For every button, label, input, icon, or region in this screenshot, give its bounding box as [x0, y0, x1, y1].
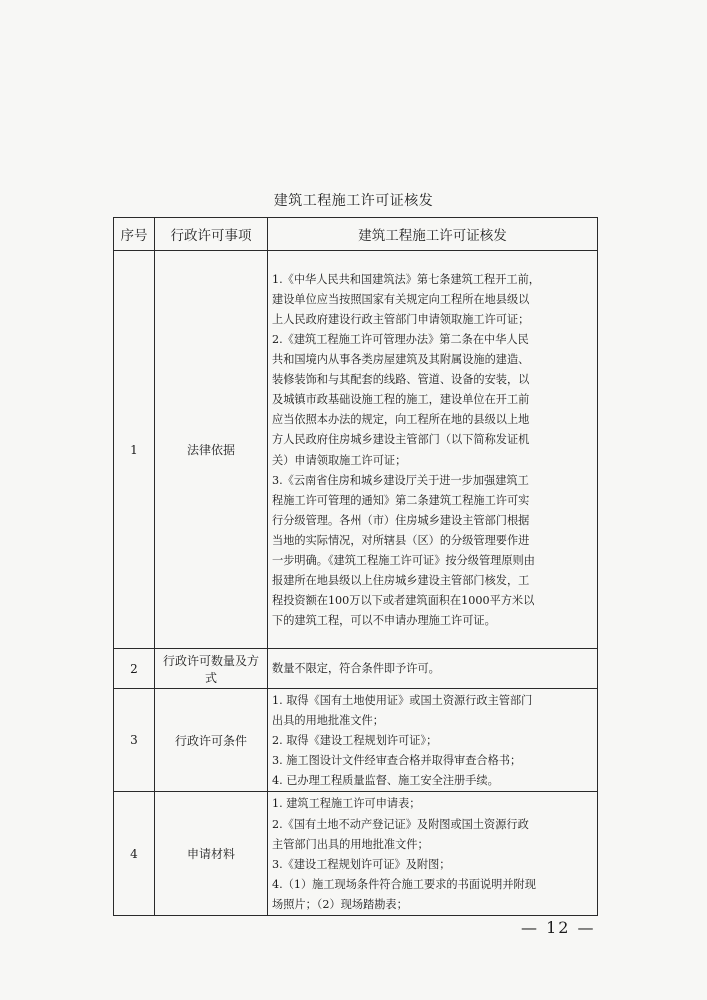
content-line: 数量不限定，符合条件即予许可。: [272, 662, 440, 676]
permit-table: [113, 217, 598, 916]
content-line: 4.（1）施工现场条件符合施工要求的书面说明并附现: [272, 877, 536, 891]
content-line: 1. 取得《国有土地使用证》或国土资源行政主管部门: [272, 694, 533, 707]
content-line: 应当依照本办法的规定，向工程所在地的县级以上地: [272, 413, 530, 427]
row-serial-number: 4: [114, 792, 155, 916]
content-line: 出具的用地批准文件；: [272, 714, 384, 728]
document-title: 建筑工程施工许可证核发: [273, 193, 434, 209]
table-header-row: [114, 218, 598, 251]
content-line: 场照片；（2）现场踏勘表；: [272, 897, 408, 911]
content-line: 行分级管理。各州（市）住房城乡建设主管部门根据: [272, 513, 530, 527]
content-line: 3.《建设工程规划许可证》及附图；: [272, 857, 451, 871]
row-permit-content: [268, 792, 598, 916]
table-row: [114, 251, 598, 649]
content-line: 2.《建筑工程施工许可管理办法》第二条在中华人民: [272, 332, 529, 346]
table-row: [114, 689, 598, 792]
row-serial-number: 3: [114, 689, 155, 792]
content-line: 报建所在地县级以上住房城乡建设主管部门核发，工: [272, 574, 530, 588]
content-line: 方人民政府住房城乡建设主管部门（以下简称发证机: [272, 433, 530, 447]
content-line: 及城镇市政基础设施工程的施工，建设单位在开工前: [272, 393, 530, 407]
content-line: 关）申请领取施工许可证；: [272, 453, 407, 467]
content-line: 2.《国有土地不动产登记证》及附图或国土资源行政: [272, 817, 529, 831]
content-line: 3.《云南省住房和城乡建设厅关于进一步加强建筑工: [272, 473, 529, 487]
row-permit-item: 行政许可条件: [155, 689, 268, 792]
table-row: [114, 792, 598, 916]
content-line: 装修装饰和与其配套的线路、管道、设备的安装，以: [272, 373, 530, 387]
content-line: 4. 已办理工程质量监督、施工安全注册手续。: [272, 774, 499, 788]
content-line: 一步明确。《建筑工程施工许可证》按分级管理原则由: [272, 553, 535, 567]
content-line: 上人民政府建设行政主管部门申请领取施工许可证；: [272, 312, 530, 326]
content-line: 2. 取得《建设工程规划许可证》；: [272, 734, 438, 748]
content-line: 3. 施工图设计文件经审查合格并取得审查合格书；: [272, 754, 522, 768]
table-row: [114, 649, 598, 689]
content-line: 共和国境内从事各类房屋建筑及其附属设施的建造、: [272, 353, 530, 367]
row-serial-number: 2: [114, 649, 155, 689]
content-line: 主管部门出具的用地批准文件；: [272, 837, 429, 851]
content-line: 下的建筑工程，可以不申请办理施工许可证。: [272, 614, 496, 628]
content-line: 1.《中华人民共和国建筑法》第七条建筑工程开工前，: [272, 272, 540, 286]
row-permit-item: 行政许可数量及方式: [155, 649, 268, 689]
page-number: — 12 —: [521, 918, 596, 937]
content-line: 当地的实际情况，对所辖县（区）的分级管理要作进: [272, 533, 530, 547]
row-permit-content: [268, 649, 598, 689]
header-serial-number: 序号: [114, 218, 155, 251]
header-permit-content: 建筑工程施工许可证核发: [268, 218, 598, 251]
row-permit-item: 法律依据: [155, 251, 268, 649]
row-permit-item: 申请材料: [155, 792, 268, 916]
content-line: 程施工许可管理的通知》第二条建筑工程施工许可实: [272, 493, 530, 507]
header-permit-item: 行政许可事项: [155, 218, 268, 251]
content-line: 程投资额在100万以下或者建筑面积在1000平方米以: [272, 594, 535, 608]
row-permit-content: [268, 251, 598, 649]
row-permit-content: [268, 689, 598, 792]
content-line: 建设单位应当按照国家有关规定向工程所在地县级以: [272, 292, 530, 306]
content-line: 1. 建筑工程施工许可申请表；: [272, 797, 421, 811]
row-serial-number: 1: [114, 251, 155, 649]
